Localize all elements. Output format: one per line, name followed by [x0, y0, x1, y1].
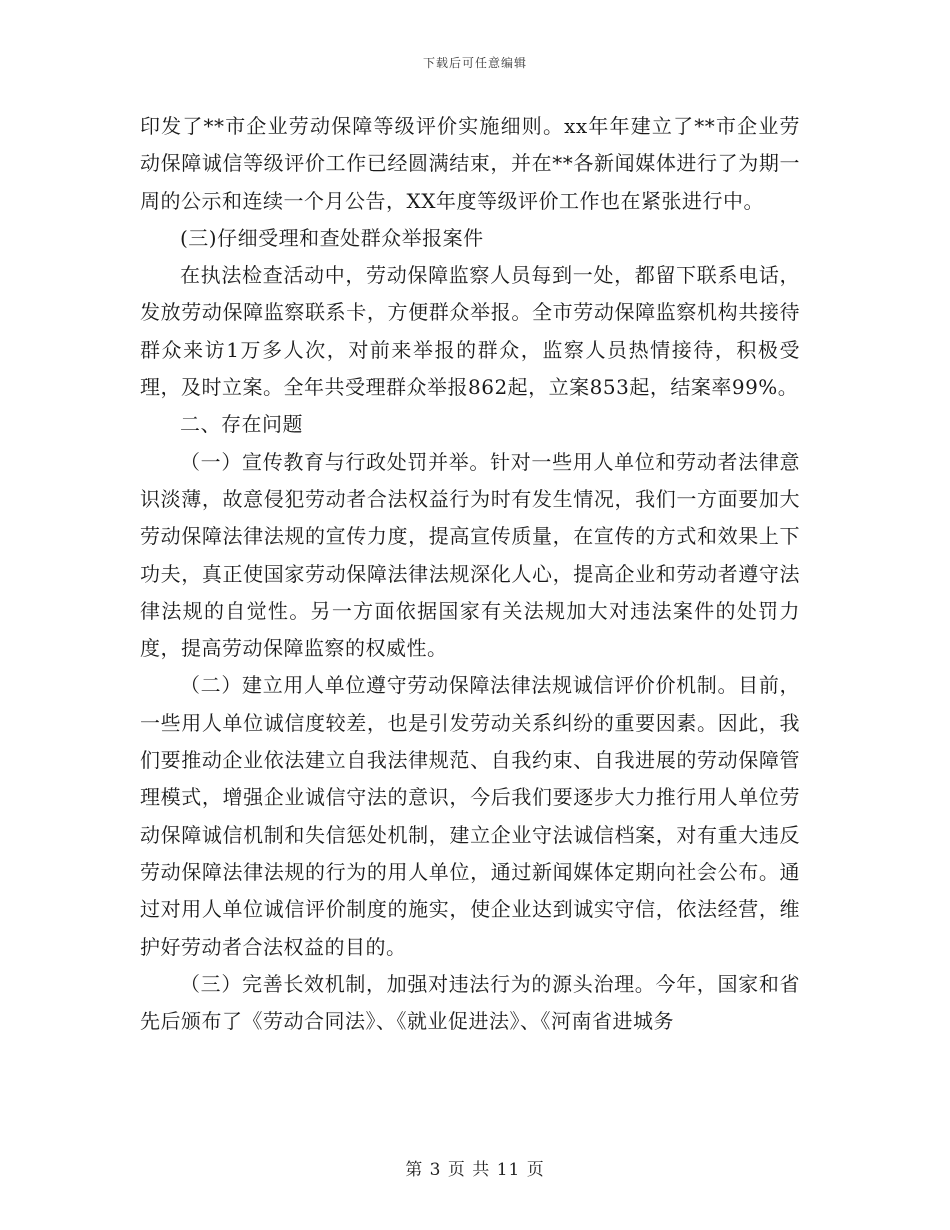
paragraph-3: （一）宣传教育与行政处罚并举。针对一些用人单位和劳动者法律意识淡薄，故意侵犯劳动者合法权益行为时有发生情况，我们一方面要加大劳动保障法律法规的宣传力度，提高宣传质量，在宣传的方式和效果上下功夫，真正使国家劳动保障法律法规深化人心，提高企业和劳动者遵守法律法规的自觉性。另一方面依据国家有关法规加大对违法案件的处罚力度，提高劳动保障监察的权威性。	[140, 449, 800, 661]
page-header: 下载后可任意编辑	[422, 56, 527, 70]
paragraph-4: （二）建立用人单位遵守劳动保障法律法规诚信评价价机制。目前，一些用人单位诚信度较差，也是引发劳动关系纠纷的重要因素。因此，我们要推动企业依法建立自我法律规范、自我约束、自我进展的劳动保障管理模式，增强企业诚信守法的意识，今后我们要逐步大力推行用人单位劳动保障诚信机制和失信惩处机制，建立企业守法诚信档案，对有重大违反劳动保障法律法规的行为的用人单位，通过新闻媒体定期向社会公布。通过对用人单位诚信评价制度的施实，使企业达到诚实守信，依法经营，维护好劳动者合法权益的目的。	[140, 673, 800, 959]
page-footer: 第 3 页 共 11 页	[405, 1160, 545, 1180]
body-text	[140, 108, 800, 1040]
paragraph-2: 在执法检查活动中，劳动保障监察人员每到一处，都留下联系电话，发放劳动保障监察联系卡，方便群众举报。全市劳动保障监察机构共接待群众来访1万多人次，对前来举报的群众，监察人员热情接待，积极受理，及时立案。全年共受理群众举报862起，立案853起，结案率99%。	[140, 263, 800, 400]
paragraph-1: 印发了**市企业劳动保障等级评价实施细则。xx年年建立了**市企业劳动保障诚信等级评价工作已经圆满结束，并在**各新闻媒体进行了为期一周的公示和连续一个月公告，XX年度等级评价工作也在紧张进行中。	[140, 114, 800, 213]
section-heading-problems: 二、存在问题	[180, 412, 303, 437]
paragraph-5: （三）完善长效机制，加强对违法行为的源头治理。今年，国家和省先后颁布了《劳动合同法》、《就业促进法》、《河南省进城务	[140, 971, 800, 1034]
section-heading-3: (三)仔细受理和查处群众举报案件	[180, 225, 484, 250]
